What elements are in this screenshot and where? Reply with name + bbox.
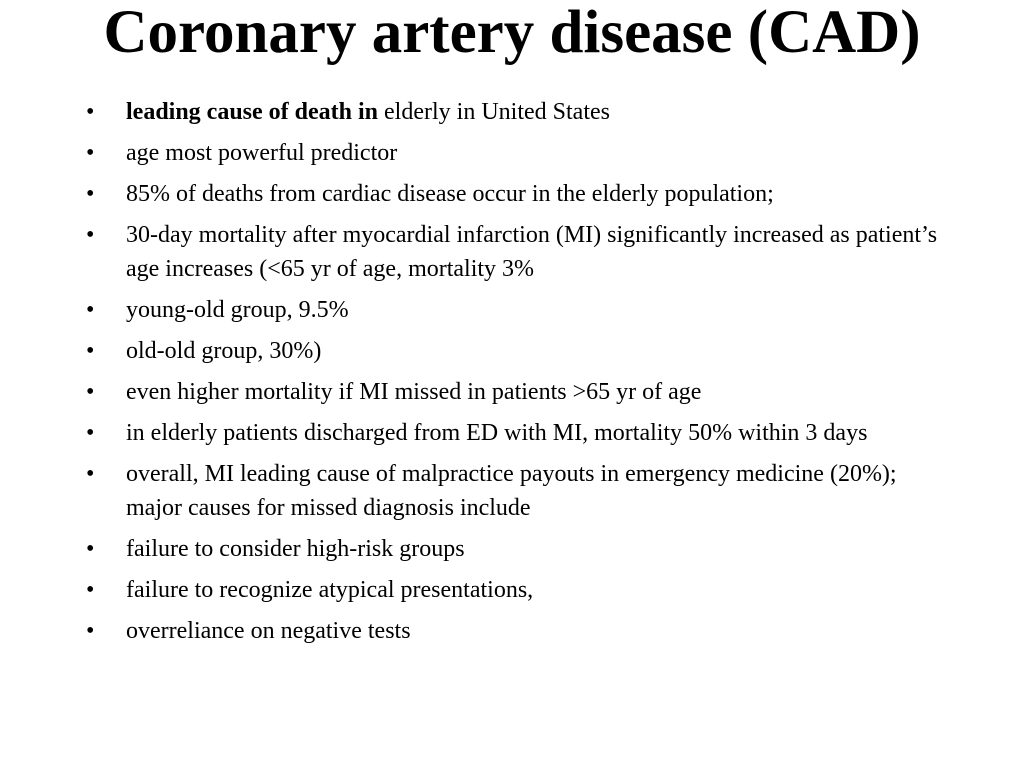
bullet-icon: • [86, 181, 95, 207]
bullet-item [86, 136, 946, 170]
bullet-item [86, 334, 946, 368]
bullet-item [86, 457, 946, 525]
bullet-icon: • [86, 379, 95, 405]
bullet-icon: • [86, 536, 95, 562]
bullet-text: 85% of deaths from cardiac disease occur in the elderly population; [126, 181, 774, 207]
slide-title: Coronary artery disease (CAD) [103, 0, 921, 66]
bullet-text: age most powerful predictor [126, 140, 398, 166]
bullet-icon: • [86, 140, 95, 166]
bullet-item [86, 573, 946, 607]
bullet-text: in elderly patients discharged from ED with MI, mortality 50% within 3 days [126, 420, 868, 446]
bullet-text: failure to recognize atypical presentations, [126, 577, 534, 603]
bullet-item [86, 614, 946, 648]
bullet-icon: • [86, 222, 95, 248]
bullet-icon: • [86, 99, 95, 125]
bullet-item [86, 218, 946, 286]
bullet-icon: • [86, 297, 95, 323]
bullet-text: overall, MI leading cause of malpractice payouts in emergency medicine (20%); major causes for missed diagnosis include [126, 461, 897, 521]
bullet-text: elderly in United States [378, 99, 610, 125]
bullet-text: overreliance on negative tests [126, 618, 411, 644]
bullet-text: even higher mortality if MI missed in patients >65 yr of age [126, 379, 702, 405]
bullet-text: 30-day mortality after myocardial infarction (MI) significantly increased as patient’s age increases (<65 yr of age, mortality 3% [126, 222, 938, 282]
bullet-item [86, 416, 946, 450]
bullet-icon: • [86, 420, 95, 446]
bullet-item [86, 532, 946, 566]
bullet-icon: • [86, 577, 95, 603]
bullet-text: young-old group, 9.5% [126, 297, 349, 323]
bullet-item [86, 293, 946, 327]
bullet-item [86, 375, 946, 409]
bullet-icon: • [86, 338, 95, 364]
bullet-text: failure to consider high-risk groups [126, 536, 465, 562]
bullet-item [86, 177, 946, 211]
bullet-bold-text: leading cause of death in [126, 99, 379, 125]
bullet-item [86, 95, 946, 129]
bullet-text: old-old group, 30%) [126, 338, 322, 364]
bullet-icon: • [86, 618, 95, 644]
bullet-icon: • [86, 461, 95, 487]
bullet-list [86, 95, 946, 655]
